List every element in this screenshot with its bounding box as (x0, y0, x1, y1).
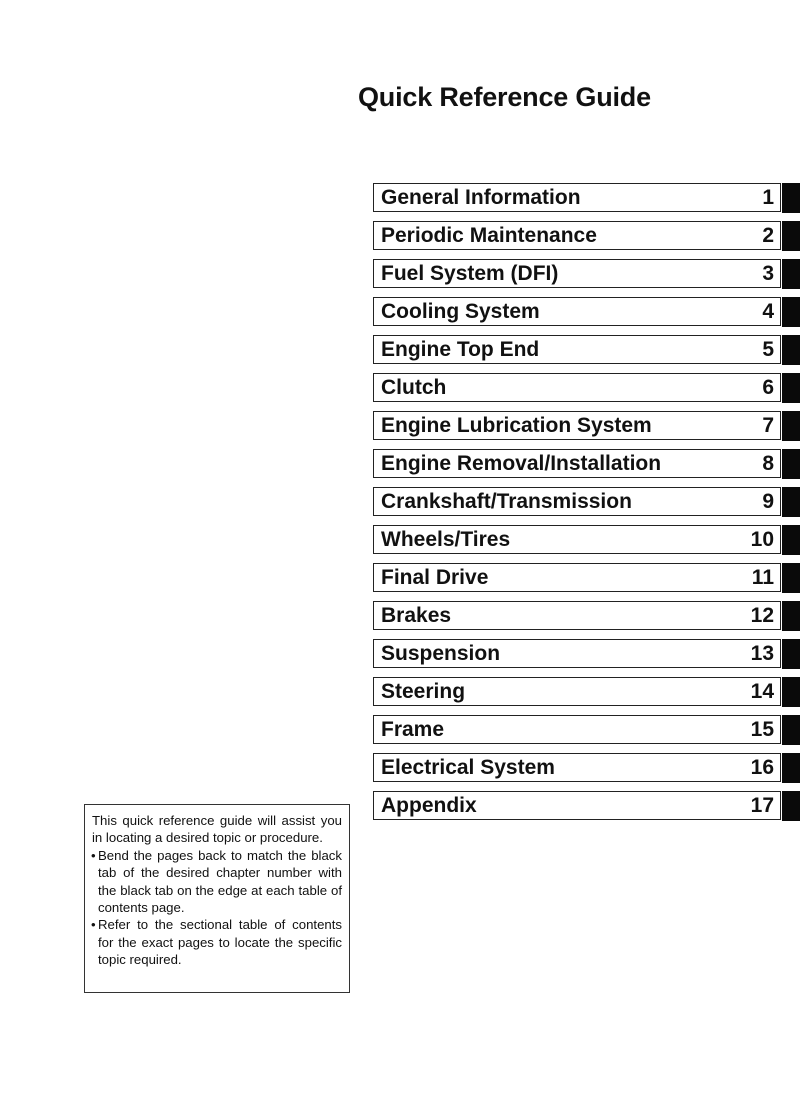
chapter-black-tab (782, 563, 800, 593)
chapter-row[interactable] (373, 411, 800, 440)
help-intro: This quick reference guide will assist you in locating a desired topic or procedure. (92, 813, 342, 846)
chapter-box[interactable] (373, 715, 781, 744)
bullet-marker: • (91, 847, 96, 863)
chapter-box[interactable] (373, 373, 781, 402)
chapter-black-tab (782, 221, 800, 251)
chapter-number: 10 (750, 528, 774, 551)
chapter-label: Electrical System (381, 756, 555, 779)
chapter-row[interactable] (373, 183, 800, 212)
chapter-row[interactable] (373, 677, 800, 706)
chapter-row[interactable] (373, 297, 800, 326)
chapter-label: Engine Lubrication System (381, 414, 652, 437)
chapter-number: 11 (751, 566, 774, 589)
chapter-row[interactable] (373, 373, 800, 402)
chapter-box[interactable] (373, 639, 781, 668)
chapter-row[interactable] (373, 525, 800, 554)
chapter-number: 5 (762, 338, 774, 361)
chapter-box[interactable] (373, 525, 781, 554)
help-bullet-text: Bend the pages back to match the black tab of the desired chapter number with the black tab on the edge at each table of contents page. (98, 847, 342, 916)
chapter-black-tab (782, 335, 800, 365)
chapter-label: Engine Top End (381, 338, 540, 361)
chapter-black-tab (782, 449, 800, 479)
chapter-index (373, 183, 800, 829)
chapter-box[interactable] (373, 677, 781, 706)
chapter-row[interactable] (373, 563, 800, 592)
chapter-label: Appendix (381, 794, 477, 817)
chapter-label: Periodic Maintenance (381, 224, 597, 247)
chapter-label: Engine Removal/Installation (381, 452, 662, 475)
chapter-box[interactable] (373, 335, 781, 364)
chapter-box[interactable] (373, 563, 781, 592)
help-bullet (92, 916, 342, 968)
chapter-row[interactable] (373, 639, 800, 668)
chapter-black-tab (782, 297, 800, 327)
chapter-black-tab (782, 753, 800, 783)
chapter-label: Frame (381, 718, 445, 741)
chapter-number: 3 (762, 262, 774, 285)
chapter-number: 13 (750, 642, 774, 665)
chapter-number: 14 (750, 680, 774, 703)
chapter-number: 2 (762, 224, 774, 247)
chapter-label: General Information (381, 186, 581, 209)
chapter-box[interactable] (373, 753, 781, 782)
chapter-row[interactable] (373, 259, 800, 288)
chapter-number: 12 (750, 604, 774, 627)
chapter-row[interactable] (373, 487, 800, 516)
help-bullet (92, 847, 342, 917)
chapter-label: Cooling System (381, 300, 540, 323)
chapter-number: 7 (762, 414, 774, 437)
chapter-black-tab (782, 411, 800, 441)
chapter-number: 9 (762, 490, 774, 513)
chapter-black-tab (782, 639, 800, 669)
chapter-box[interactable] (373, 183, 781, 212)
chapter-number: 17 (750, 794, 774, 817)
chapter-number: 15 (750, 718, 774, 741)
bullet-marker: • (91, 917, 96, 933)
chapter-label: Wheels/Tires (381, 528, 511, 551)
chapter-label: Fuel System (DFI) (381, 262, 559, 285)
chapter-box[interactable] (373, 259, 781, 288)
chapter-box[interactable] (373, 449, 781, 478)
page-title: Quick Reference Guide (358, 82, 651, 112)
chapter-box[interactable] (373, 487, 781, 516)
chapter-label: Clutch (381, 376, 447, 399)
chapter-black-tab (782, 183, 800, 213)
chapter-row[interactable] (373, 791, 800, 820)
chapter-number: 4 (762, 300, 774, 323)
chapter-row[interactable] (373, 335, 800, 364)
chapter-label: Final Drive (381, 566, 489, 589)
chapter-label: Suspension (381, 642, 501, 665)
chapter-box[interactable] (373, 411, 781, 440)
chapter-black-tab (782, 373, 800, 403)
chapter-box[interactable] (373, 601, 781, 630)
chapter-black-tab (782, 677, 800, 707)
chapter-black-tab (782, 601, 800, 631)
chapter-black-tab (782, 791, 800, 821)
chapter-label: Brakes (381, 604, 452, 627)
help-bullet-text: Refer to the sectional table of contents for the exact pages to locate the specific topic required. (98, 917, 342, 968)
chapter-box[interactable] (373, 791, 781, 820)
chapter-number: 6 (762, 376, 774, 399)
chapter-black-tab (782, 715, 800, 745)
chapter-box[interactable] (373, 297, 781, 326)
chapter-row[interactable] (373, 449, 800, 478)
chapter-number: 1 (762, 186, 774, 209)
chapter-row[interactable] (373, 715, 800, 744)
chapter-row[interactable] (373, 221, 800, 250)
chapter-number: 16 (750, 756, 774, 779)
chapter-black-tab (782, 259, 800, 289)
chapter-black-tab (782, 525, 800, 555)
chapter-label: Crankshaft/Transmission (381, 490, 632, 513)
help-note (84, 804, 350, 993)
chapter-black-tab (782, 487, 800, 517)
chapter-number: 8 (762, 452, 774, 475)
chapter-box[interactable] (373, 221, 781, 250)
chapter-row[interactable] (373, 601, 800, 630)
chapter-row[interactable] (373, 753, 800, 782)
chapter-label: Steering (381, 680, 466, 703)
